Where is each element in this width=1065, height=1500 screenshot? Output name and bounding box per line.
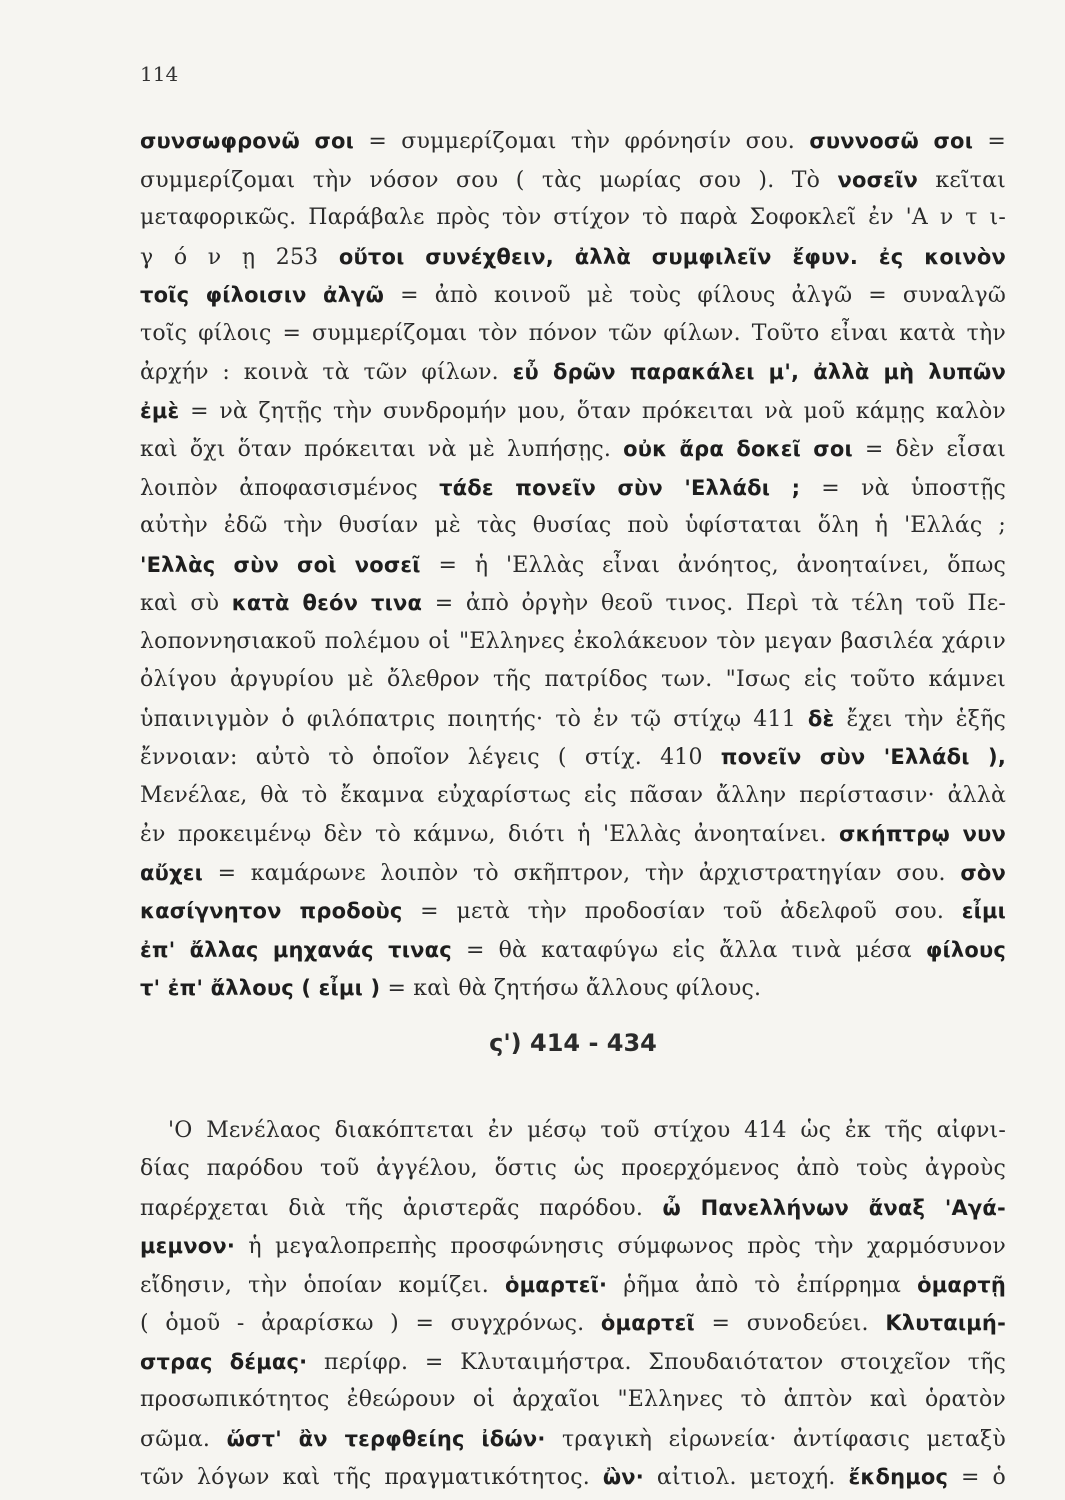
lemma-term: ὁμαρτεῖ — [600, 1311, 695, 1335]
text-line — [140, 276, 1006, 315]
text-line — [140, 161, 1006, 200]
page-number: 114 — [140, 62, 179, 86]
gloss-text: ὀλίγου ἀργυρίου μὲ ὄλεθρον τῆς πατρίδος των. "Ισως εἰς τοῦτο κάμνει — [140, 667, 1006, 692]
lemma-term: τάδε πονεῖν σὺν 'Ελλάδι ; — [439, 475, 801, 500]
text-line — [140, 584, 1006, 623]
lemma-term: νοσεῖν — [837, 167, 918, 192]
text-line — [140, 1266, 1006, 1305]
gloss-text: κεῖται — [917, 167, 1006, 193]
lemma-term: μεμνον· — [140, 1234, 236, 1258]
lemma-term: στρας δέμας· — [140, 1349, 308, 1374]
gloss-text: ( ὁμοῦ - ἀραρίσκω ) = συγχρόνως. — [140, 1311, 601, 1336]
gloss-text: ἡ μεγαλοπρεπὴς προσφώνησις σύμφωνος πρὸς τὴν χαρμόσυνον — [235, 1234, 1006, 1259]
lemma-term: ἐπ' ἄλλας μηχανάς τινας — [140, 937, 452, 962]
lemma-term: συνσωφρονῶ σοι — [140, 129, 355, 153]
text-line — [140, 738, 1006, 777]
text-line — [140, 469, 1006, 508]
text-line — [140, 430, 1006, 469]
lemma-term: εἶμι — [961, 899, 1006, 923]
gloss-text: ἐν προκειμένῳ δὲν τὸ κάμνω, διότι ἡ 'Ελλὰς ἀνοηταίνει. — [140, 822, 840, 847]
text-line — [140, 1458, 1006, 1497]
commentary-text — [140, 122, 1006, 1497]
text-line — [140, 1112, 1006, 1151]
gloss-text: = καμάρωνε λοιπὸν τὸ σκῆπτρον, τὴν ἀρχιστρατηγίαν σου. — [203, 860, 961, 886]
text-line — [140, 1189, 1006, 1228]
text-line — [140, 353, 1006, 392]
gloss-text: = νὰ ζητῇς τὴν συνδρομήν μου, ὅταν πρόκειται νὰ μοῦ κάμῃς καλὸν — [179, 398, 1006, 424]
gloss-text: αὐτὴν ἐδῶ τὴν θυσίαν μὲ τὰς θυσίας ποὺ ὑφίσταται ὅλη ἡ 'Ελλάς ; — [140, 513, 1006, 538]
text-line — [140, 507, 1006, 546]
lemma-term: εὖ δρῶν παρακάλει μ', ἀλλὰ μὴ λυπῶν — [512, 360, 1006, 384]
gloss-text: γ ό ν ῃ 253 — [140, 244, 339, 270]
text-line — [140, 1150, 1006, 1189]
gloss-text: Μενέλαε, θὰ τὸ ἔκαμνα εὐχαρίστως εἰς πᾶσαν ἄλλην περίστασιν· ἀλλὰ — [140, 782, 1006, 808]
lemma-term: ἐμὲ — [140, 398, 180, 423]
lemma-term: οὔτοι συνέχθειν, ἀλλὰ συμφιλεῖν ἔφυν. ἐς κοινὸν — [338, 244, 1006, 269]
text-line — [140, 238, 1006, 277]
gloss-text: εἴδησιν, τὴν ὁποίαν κομίζει. — [140, 1272, 505, 1298]
lemma-term: ὥστ' ἂν τερφθείης ἰδών· — [226, 1426, 546, 1451]
lemma-term: 'Ελλὰς σὺν σοὶ νοσεῖ — [140, 552, 421, 577]
text-line — [140, 661, 1006, 700]
gloss-text: μεταφορικῶς. Παράβαλε πρὸς τὸν στίχον τὸ παρὰ Σοφοκλεῖ ἐν 'Α ν τ ι- — [140, 205, 1006, 230]
gloss-text: λοιπὸν ἀποφασισμένος — [140, 475, 440, 501]
text-line — [140, 623, 1006, 662]
lemma-term: ὁμαρτεῖ· — [504, 1272, 608, 1297]
text-line — [140, 315, 1006, 354]
lemma-term: ἔκδημος — [848, 1465, 949, 1489]
lemma-term: σκήπτρῳ νυν — [839, 822, 1006, 846]
gloss-text: = δὲν εἶσαι — [852, 437, 1006, 462]
gloss-text: αἰτιολ. μετοχή. — [643, 1465, 849, 1490]
gloss-text: ὑπαινιγμὸν ὁ φιλόπατρις ποιητής· τὸ ἐν τῷ στίχῳ 411 — [140, 706, 808, 732]
text-line — [140, 815, 1006, 854]
text-line — [140, 892, 1006, 931]
section-gap — [140, 1078, 1006, 1112]
gloss-text: προσωπικότητος ἐθεώρουν οἱ ἀρχαῖοι "Ελληνες τὸ ἁπτὸν καὶ ὁρατὸν — [140, 1387, 1006, 1412]
text-line — [140, 777, 1006, 816]
text-line — [140, 392, 1006, 431]
gloss-text: ἀρχήν : κοινὰ τὰ τῶν φίλων. — [140, 360, 513, 385]
text-line — [140, 1381, 1006, 1420]
text-line — [140, 700, 1006, 739]
text-line — [140, 854, 1006, 893]
gloss-text: ἔννοιαν: αὐτὸ τὸ ὁποῖον λέγεις ( στίχ. 410 — [140, 745, 721, 770]
text-line — [140, 1304, 1006, 1343]
lemma-term: συννοσῶ σοι — [809, 129, 974, 153]
text-line — [140, 969, 1006, 1008]
lemma-term: φίλους — [925, 937, 1006, 962]
gloss-text: 'Ο Μενέλαος διακόπτεται ἐν μέσῳ τοῦ στίχου 414 ὡς ἐκ τῆς αἰφνι- — [168, 1117, 1006, 1143]
gloss-text: = θὰ καταφύγω εἰς ἄλλα τινὰ μέσα — [451, 937, 926, 963]
lemma-term: ὢν· — [602, 1465, 644, 1489]
gloss-text: συμμερίζομαι τὴν νόσον σου ( τὰς μωρίας σου ). Τὸ — [140, 167, 838, 193]
gloss-text: λοποννησιακοῦ πολέμου οἱ "Ελληνες ἐκολάκευον τὸν μεγαν βασιλέα χάριν — [140, 628, 1006, 654]
lemma-term: Κλυταιμή- — [885, 1311, 1006, 1335]
gloss-text: = ἀπὸ ὀργὴν θεοῦ τινος. Περὶ τὰ τέλη τοῦ Πε- — [422, 591, 1006, 616]
text-line — [140, 1227, 1006, 1266]
gloss-text: = ἡ 'Ελλὰς εἶναι ἀνόητος, ἀνοηταίνει, ὅπως — [420, 552, 1006, 578]
text-line — [140, 199, 1006, 238]
gloss-text: = συμμερίζομαι τὴν φρόνησίν σου. — [354, 129, 810, 154]
lemma-term: οὐκ ἄρα δοκεῖ σοι — [623, 437, 853, 461]
text-line — [140, 1420, 1006, 1459]
gloss-text: σῶμα. — [140, 1426, 227, 1452]
gloss-text: τραγικὴ εἰρωνεία· ἀντίφασις μεταξὺ — [545, 1426, 1006, 1452]
gloss-text: = ὁ — [948, 1465, 1006, 1490]
section-heading: ς') 414 - 434 — [489, 1028, 657, 1057]
lemma-term: πονεῖν σὺν 'Ελλάδι ), — [720, 745, 1006, 769]
gloss-text: = μετὰ τὴν προδοσίαν τοῦ ἀδελφοῦ σου. — [402, 899, 962, 924]
text-line — [140, 1343, 1006, 1382]
gloss-text: = συνοδεύει. — [694, 1311, 886, 1336]
gloss-text: παρέρχεται διὰ τῆς ἀριστερᾶς παρόδου. — [140, 1195, 663, 1221]
lemma-term: τ' ἐπ' ἄλλους ( εἶμι ) — [140, 976, 381, 1000]
lemma-term: αὔχει — [140, 860, 204, 885]
gloss-text: ῥῆμα ἀπὸ τὸ ἐπίρρημα — [607, 1272, 918, 1298]
gloss-text: = ἀπὸ κοινοῦ μὲ τοὺς φίλους ἀλγῶ = συναλγῶ — [384, 283, 1006, 308]
gloss-text: δίας παρόδου τοῦ ἀγγέλου, ὅστις ὡς προερχόμενος ἀπὸ τοὺς ἀγροὺς — [140, 1156, 1006, 1181]
gloss-text: ἔχει τὴν ἑξῆς — [834, 706, 1006, 732]
lemma-term: κατὰ θεόν τινα — [231, 591, 423, 615]
lemma-term: κασίγνητον προδοὺς — [140, 899, 403, 923]
lemma-term: ὦ Πανελλήνων ἄναξ 'Αγά- — [662, 1195, 1006, 1220]
lemma-term: σὸν — [960, 860, 1006, 885]
lemma-term: τοῖς φίλοισιν ἀλγῶ — [140, 283, 385, 307]
commentary-block-1 — [140, 122, 1006, 1008]
gloss-text: καὶ ὄχι ὅταν πρόκειται νὰ μὲ λυπήσῃς. — [140, 437, 624, 462]
commentary-block-2 — [140, 1112, 1006, 1497]
text-line — [140, 546, 1006, 585]
text-line — [140, 931, 1006, 970]
gloss-text: τοῖς φίλοις = συμμερίζομαι τὸν πόνον τῶν φίλων. Τοῦτο εἶναι κατὰ τὴν — [140, 320, 1006, 346]
gloss-text: καὶ σὺ — [140, 591, 232, 616]
lemma-term: δὲ — [807, 706, 835, 731]
gloss-text: περίφρ. = Κλυταιμήστρα. Σπουδαιότατον στοιχεῖον τῆς — [307, 1349, 1006, 1375]
text-line — [140, 122, 1006, 161]
gloss-text: τῶν λόγων καὶ τῆς πραγματικότητος. — [140, 1465, 603, 1490]
gloss-text: = καὶ θὰ ζητήσω ἄλλους φίλους. — [380, 976, 762, 1001]
gloss-text: = — [973, 129, 1006, 154]
gloss-text: = νὰ ὑποστῇς — [800, 475, 1006, 501]
lemma-term: ὁμαρτῇ — [917, 1272, 1006, 1297]
